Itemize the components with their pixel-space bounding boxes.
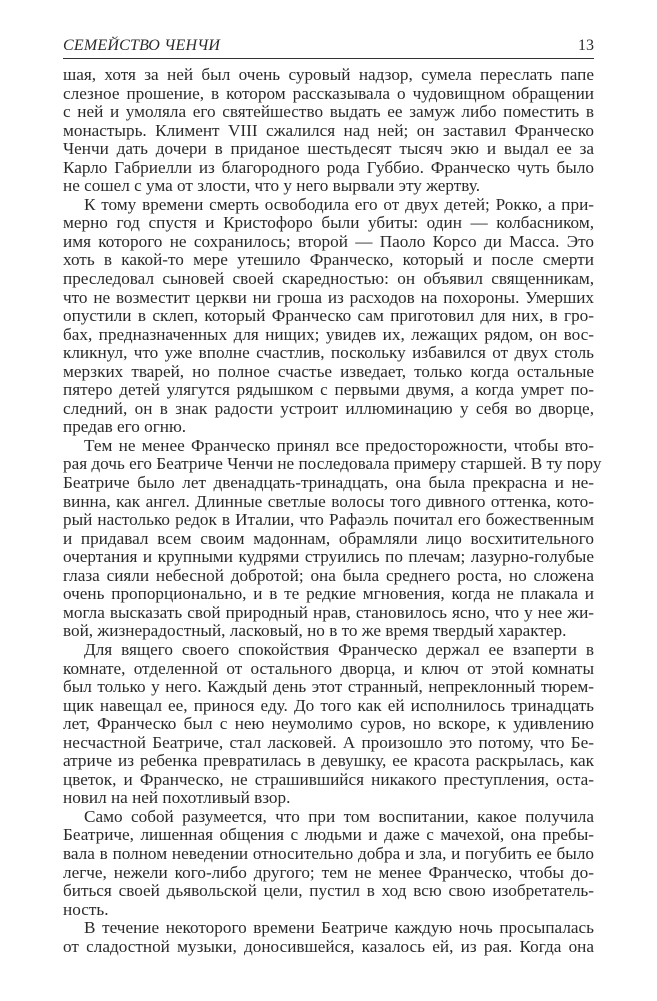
text-line: преследовал сыновей своей скаредностью: он объявил священникам,	[63, 269, 594, 289]
text-line: лет, Франческо был с нею неумолимо суров, но вскоре, к удивлению	[63, 714, 594, 734]
text-line: К тому времени смерть освободила его от двух детей; Рокко, а при-	[84, 194, 594, 214]
text-line: следний, он в знак радости устроит иллюминацию у себя во дворце,	[63, 398, 594, 418]
paragraph	[63, 435, 602, 641]
running-header	[63, 34, 594, 59]
text-line: Беатриче было лет двенадцать-тринадцать, она была прекрасна и не-	[63, 473, 594, 493]
text-line: пятеро детей улягутся рядышком с первыми двумя, а когда умрет по-	[63, 380, 594, 400]
text-line: щик навещал ее, принося еду. До того как ей исполнилось тринадцать	[63, 695, 594, 715]
text-line: мерно год спустя и Кристофоро были убиты: один — колбасником,	[63, 213, 594, 233]
text-line: Тем не менее Франческо принял все предосторожности, чтобы вто-	[84, 435, 594, 455]
body-text	[63, 65, 602, 956]
text-line: очень пропорционально, и в те редкие мгновения, когда не плакала и	[63, 584, 594, 604]
text-line: и придавал всем своим мадоннам, обрамляли лицо восхитительного	[63, 528, 594, 548]
text-line: имя которого не сохранилось; второй — Паоло Корсо ди Масса. Это	[63, 231, 594, 251]
text-line: рая дочь его Беатриче Ченчи не последовала примеру старшей. В ту пору	[63, 454, 602, 474]
text-line: ность.	[63, 899, 109, 919]
text-line: что не возместит церкви ни гроша из расходов на похороны. Умерших	[63, 287, 594, 307]
text-line: опустили в склеп, который Франческо сам приготовил для них, в гро-	[63, 306, 594, 326]
running-title: СЕМЕЙСТВО ЧЕНЧИ	[63, 37, 221, 54]
text-line: Карло Габриелли из благородного рода Губбио. Франческо чуть было	[63, 157, 594, 177]
text-line: цветок, и Франческо, не страшившийся никакого преступления, оста-	[63, 769, 594, 789]
text-line: вала в полном неведении относительно добра и зла, и погубить ее было	[63, 843, 594, 863]
paragraph	[63, 66, 594, 196]
paragraph	[63, 808, 594, 919]
text-line: вой, жизнерадостный, ласковый, но в то же время твердый характер.	[63, 621, 567, 641]
text-line: Беатриче, лишенная общения с людьми и даже с мачехой, она пребы-	[63, 825, 594, 845]
text-line: не сошел с ума от злости, что у него вырвали эту жертву.	[63, 176, 481, 196]
text-line: Ченчи дать дочери в приданое шестьдесят тысяч экю и выдал ее за	[63, 139, 594, 159]
text-line: шая, хотя за ней был очень суровый надзор, сумела переслать папе	[63, 65, 594, 84]
text-line: предав его огню.	[63, 417, 187, 437]
text-line: винна, как ангел. Длинные светлые волосы того дивного оттенка, кото-	[63, 491, 594, 511]
text-line: Само собой разумеется, что при том воспитании, какое получила	[84, 806, 594, 826]
text-line: с ней и умоляла его святейшество выдать ее замуж либо поместить в	[63, 102, 594, 122]
text-line: могла высказать свой природный нрав, становилось ясно, что у нее жи-	[63, 602, 594, 622]
text-line: мерзких тварей, но полное счастье изведает, только когда остальные	[63, 361, 594, 381]
text-line: от сладостной музыки, доносившейся, казалось ей, из рая. Когда она	[63, 936, 594, 956]
page-number: 13	[578, 37, 594, 54]
paragraph	[63, 641, 594, 808]
text-line: атриче из ребенка превратилась в девушку, ее красота раскрылась, как	[63, 751, 594, 771]
text-line: новил на ней похотливый взор.	[63, 788, 291, 808]
text-line: биться своей дьявольской цели, пустил в ход всю свою изобретатель-	[63, 881, 594, 901]
text-line: несчастной Беатриче, стал ласковей. А произошло это потому, что Бе-	[63, 732, 594, 752]
text-line: глаза сияли небесной добротой; она была среднего роста, но сложена	[63, 565, 594, 585]
text-line: монастырь. Климент VIII сжалился над ней; он заставил Франческо	[63, 120, 594, 140]
text-line: Для вящего своего спокойствия Франческо держал ее взаперти в	[84, 639, 594, 659]
text-line: бах, предназначенных для нищих; увидев их, лежащих рядом, он вос-	[63, 324, 594, 344]
paragraph	[63, 196, 594, 437]
text-line: легче, нежели кого-либо другого; тем не менее Франческо, чтобы до-	[63, 862, 594, 882]
paragraph	[63, 919, 594, 956]
text-line: В течение некоторого времени Беатриче каждую ночь просыпалась	[84, 918, 594, 938]
text-line: был только у него. Каждый день этот странный, непреклонный тюрем-	[63, 677, 594, 697]
text-line: кликнул, что уже вполне счастлив, поскольку избавился от двух столь	[63, 343, 594, 363]
text-line: рый настолько редок в Италии, что Рафаэль почитал его божественным	[63, 510, 594, 530]
text-line: комнате, отделенной от остального дворца, и ключ от этой комнаты	[63, 658, 594, 678]
text-line: хоть в какой-то мере утешило Франческо, который и после смерти	[63, 250, 594, 270]
book-page	[63, 34, 602, 956]
text-line: слезное прошение, в котором рассказывала о чудовищном обращении	[63, 83, 594, 103]
text-line: очертания и крупными кудрями струились по плечам; лазурно-голубые	[63, 547, 594, 567]
